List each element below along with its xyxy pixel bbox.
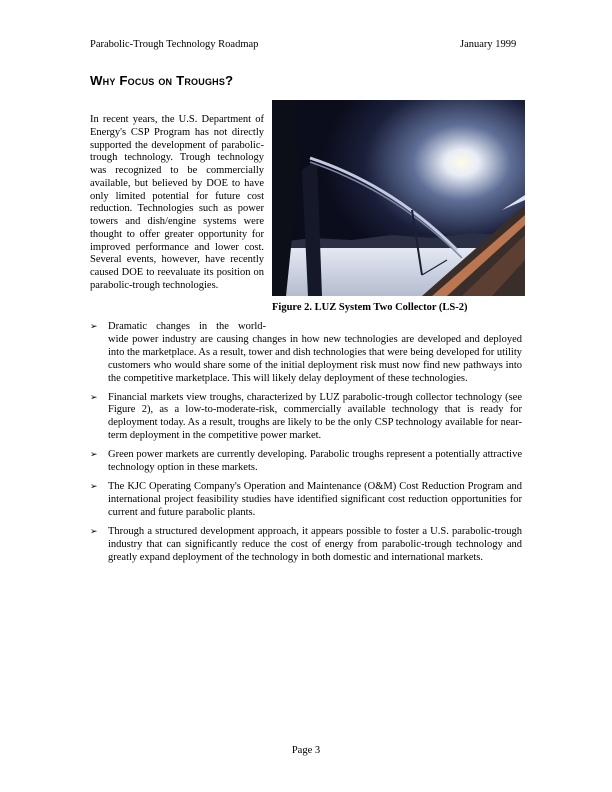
bullet-item <box>90 321 522 386</box>
section-title: Why Focus on Troughs? <box>90 73 234 88</box>
running-header-title: Parabolic-Trough Technology Roadmap <box>90 39 259 50</box>
arrow-bullet-icon: ➢ <box>90 481 98 492</box>
intro-paragraph: In recent years, the U.S. Department of Energy's CSP Program has not directly supported the development of parabolic-trough technology. Trough technology was recognized to be commercially available, but believed by DOE to have only limited potential for future cost reduction. Technologies such as power towers and dish/engine systems were thought to offer greater opportunity for improved performance and lower cost. Several events, however, have recently caused DOE to reevaluate its position on parabolic-trough technologies. <box>90 114 264 291</box>
collector-photo-illustration <box>272 100 525 296</box>
bullet-text: wide power industry are causing changes in how new technologies are developed and deployed into the marketplace. As a result, tower and dish technologies that were being developed for utility customers who would share some of the initial deployment risk must now find new pathways into the competitive marketplace. This will likely delay deployment of these technologies. <box>108 333 522 384</box>
figure-photo-luz-collector <box>272 100 525 296</box>
bullet-text: Financial markets view troughs, characterized by LUZ parabolic-trough collector technology (see Figure 2), as a low-to-moderate-risk, commercially available technology that is ready for deployment today. As a result, troughs are likely to be the only CSP technology available for near-term deployment in the competitive power market. <box>108 391 522 442</box>
arrow-bullet-icon: ➢ <box>90 526 98 537</box>
page-number: Page 3 <box>291 745 321 756</box>
bullet-item <box>90 526 522 565</box>
running-header-date: January 1999 <box>460 39 517 50</box>
bullet-text: The KJC Operating Company's Operation and Maintenance (O&M) Cost Reduction Program and international project feasibility studies have identified significant cost reduction opportunities for current and future parabolic plants. <box>108 480 522 518</box>
arrow-bullet-icon: ➢ <box>90 392 98 403</box>
bullet-item <box>90 449 522 475</box>
arrow-bullet-icon: ➢ <box>90 322 98 332</box>
arrow-bullet-icon: ➢ <box>90 450 98 461</box>
figure-caption: Figure 2. LUZ System Two Collector (LS-2) <box>272 302 468 313</box>
bullet-first-line: Dramatic changes in the world- <box>108 321 266 332</box>
bullet-text: Green power markets are currently developing. Parabolic troughs represent a potentially attractive technology option in these markets. <box>108 449 522 474</box>
bullet-list <box>90 321 522 570</box>
bullet-text: Through a structured development approach, it appears possible to foster a U.S. parabolic-trough industry that can significantly reduce the cost of energy from parabolic-trough technology and greatly expand deployment of the technology in both domestic and international markets. <box>108 525 522 563</box>
bullet-item <box>90 392 522 444</box>
bullet-item <box>90 481 522 520</box>
